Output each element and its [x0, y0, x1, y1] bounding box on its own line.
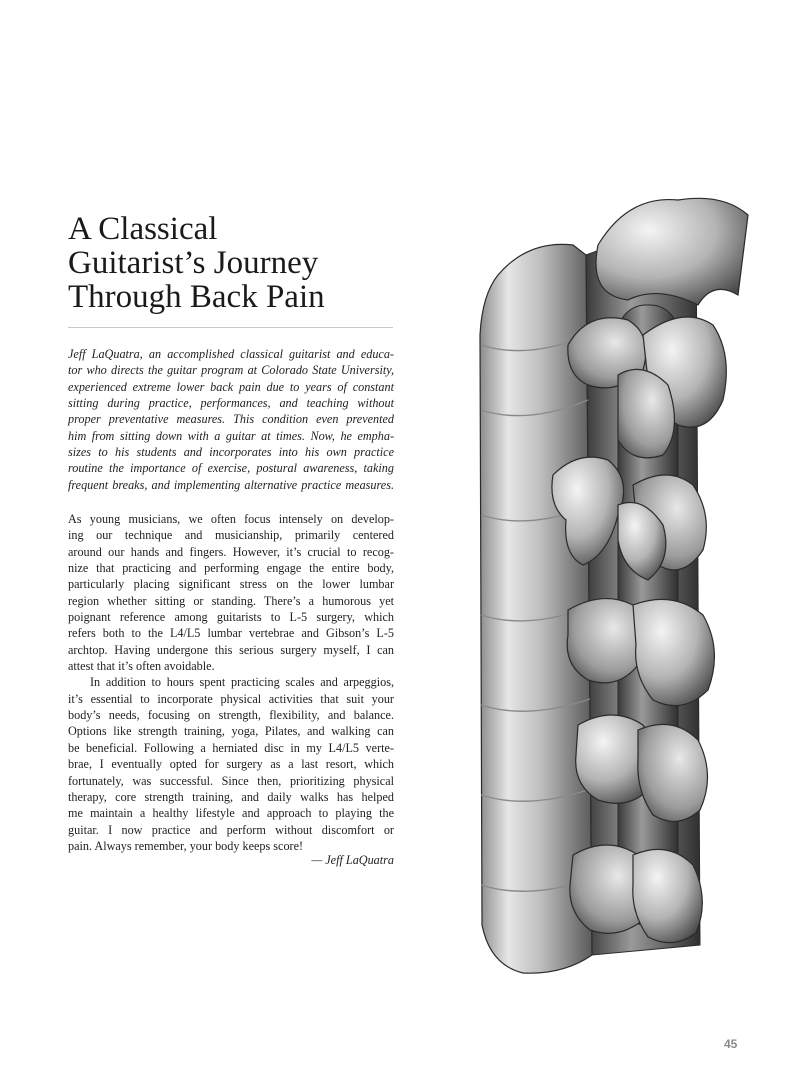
- lede-line: experienced extreme lower back pain due to years of constant: [68, 379, 394, 394]
- body-line: nize that practicing and performing engage the entire body,: [68, 561, 394, 576]
- article-body: [68, 511, 394, 854]
- body-line: therapy, core strength training, and daily walks has helped: [68, 789, 394, 804]
- lede-line: sizes to his students and incorporates into his own practice: [68, 445, 394, 460]
- body-line: archtop. Having undergone this serious surgery myself, I can: [68, 642, 394, 657]
- page-number: 45: [724, 1037, 738, 1051]
- lede-line: proper preventative measures. This condition even prevented: [68, 412, 394, 427]
- body-line: body’s needs, focusing on strength, flexibility, and balance.: [68, 708, 394, 723]
- lede-paragraph: [68, 346, 394, 493]
- title-line: Through Back Pain: [68, 279, 325, 315]
- body-line: around our hands and fingers. However, it’s crucial to recog-: [68, 544, 394, 559]
- body-line: brae, I eventually opted for surgery as a last resort, which: [68, 757, 394, 772]
- body-line: region whether sitting or standing. There’s a humorous yet: [68, 593, 394, 608]
- body-line: it’s essential to incorporate physical activities that suit your: [68, 691, 394, 706]
- lede-line: sitting during practice, performances, and teaching without: [68, 396, 394, 411]
- body-line: me maintain a healthy lifestyle and approach to playing the: [68, 806, 394, 821]
- title-line: A Classical: [68, 211, 218, 247]
- body-line: be beneficial. Following a herniated disc in my L4/L5 verte-: [68, 740, 394, 755]
- lede-line: Jeff LaQuatra, an accomplished classical guitarist and educa-: [68, 347, 394, 361]
- body-line: refers both to the L4/L5 lumbar vertebrae and Gibson’s L-5: [68, 626, 394, 641]
- body-line: ing our technique and musicianship, primarily centered: [68, 528, 394, 543]
- lede-line: him from sitting down with a guitar at times. Now, he empha-: [68, 428, 394, 443]
- body-line: poignant reference among guitarists to L-5 surgery, which: [68, 610, 394, 625]
- author-signature: — Jeff LaQuatra: [311, 853, 394, 867]
- body-line: attest that it’s often avoidable.: [68, 659, 215, 674]
- lede-line: frequent breaks, and implementing alternative practice measures.: [68, 477, 394, 492]
- title-divider: [68, 327, 393, 328]
- spine-illustration: [468, 185, 768, 985]
- lede-line: routine the importance of exercise, postural awareness, taking: [68, 461, 394, 476]
- title-line: Guitarist’s Journey: [68, 245, 319, 281]
- article-title: [68, 212, 398, 314]
- body-line: guitar. I now practice and perform without discomfort or: [68, 822, 394, 837]
- body-line: pain. Always remember, your body keeps score!: [68, 838, 304, 853]
- body-line: In addition to hours spent practicing scales and arpeggios,: [90, 675, 394, 690]
- body-line: Options like strength training, yoga, Pilates, and walking can: [68, 724, 394, 739]
- lede-line: tor who directs the guitar program at Colorado State University,: [68, 363, 394, 378]
- body-line: As young musicians, we often focus intensely on develop-: [68, 512, 394, 526]
- body-line: particularly placing significant stress on the lower lumbar: [68, 577, 394, 592]
- body-line: fortunately, was successful. Since then, prioritizing physical: [68, 773, 394, 788]
